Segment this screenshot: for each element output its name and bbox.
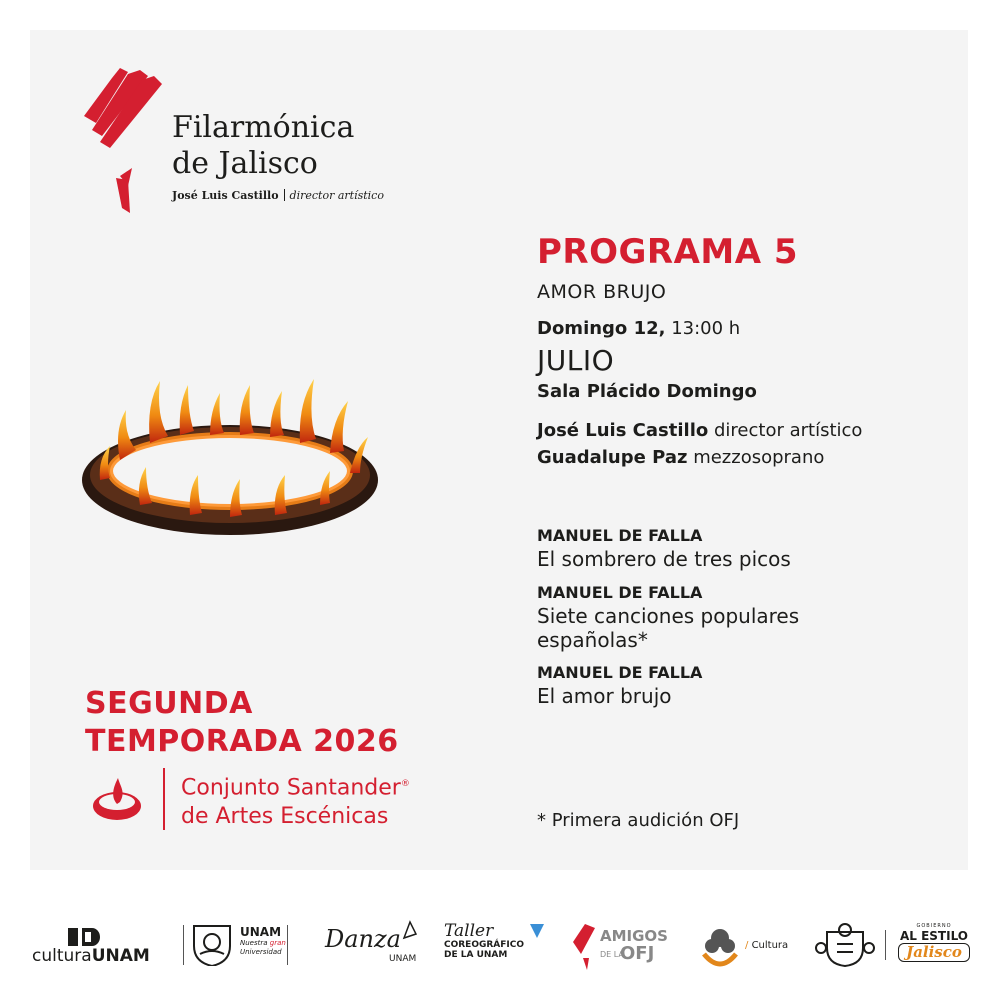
- program-date: [537, 318, 740, 339]
- repertoire-item: [537, 525, 791, 571]
- performer-role: director artístico: [713, 420, 863, 441]
- unam-sub3: Universidad: [240, 948, 282, 956]
- danza-unam-logo: [325, 925, 417, 964]
- program-time: 13:00 h: [671, 318, 741, 339]
- taller-line2: DE LA UNAM: [444, 950, 508, 960]
- footer-divider: [885, 930, 886, 960]
- brand-director-role: director artístico: [289, 189, 384, 202]
- footer-divider: [183, 925, 184, 965]
- taller-coreografico-logo: [444, 922, 524, 960]
- performer-name: Guadalupe Paz: [537, 447, 688, 468]
- danza-script: Danza: [325, 925, 401, 953]
- santander-flame-icon: [92, 776, 142, 822]
- taller-star-icon: [530, 924, 544, 938]
- cultura-jalisco-icon: [700, 924, 740, 968]
- performers-list: [537, 417, 862, 471]
- unam-logo: [240, 926, 286, 957]
- amigos-line2: [600, 945, 668, 963]
- performer-name: José Luis Castillo: [537, 420, 709, 441]
- cultura-unam-b: UNAM: [91, 946, 150, 966]
- repertoire-work-line1: Siete canciones populares: [537, 604, 800, 628]
- repertoire-composer: MANUEL DE FALLA: [537, 663, 703, 682]
- danza-sub: UNAM: [389, 954, 417, 964]
- repertoire-item: [537, 662, 702, 708]
- season-line2: TEMPORADA 2026: [85, 724, 399, 759]
- unam-sub2: gran: [269, 939, 286, 947]
- repertoire-work-line2: españolas*: [537, 628, 648, 652]
- brand-name-line1: Filarmónica: [172, 110, 355, 145]
- jalisco-line2: Jalisco: [898, 943, 970, 962]
- sponsor-line2: de Artes Escénicas: [181, 804, 389, 830]
- sponsor-line1-wrap: [181, 770, 410, 802]
- cultura-label: / Cultura: [745, 940, 789, 951]
- sponsor-registered: ®: [400, 779, 410, 789]
- amigos-flame-icon: [573, 924, 597, 970]
- footer-logos: [0, 910, 1000, 980]
- brand-name: [172, 110, 354, 182]
- program-venue: Sala Plácido Domingo: [537, 381, 757, 402]
- amigos-ofj-logo: [600, 928, 668, 963]
- repertoire-composer: MANUEL DE FALLA: [537, 583, 703, 602]
- unam-title: UNAM: [240, 925, 282, 939]
- repertoire-composer: MANUEL DE FALLA: [537, 526, 703, 545]
- program-day: Domingo 12,: [537, 318, 666, 339]
- unam-tagline: [240, 939, 286, 957]
- sponsor-divider: [163, 768, 165, 830]
- amigos-line2b: OFJ: [620, 943, 655, 964]
- premiere-note: * Primera audición OFJ: [537, 810, 740, 831]
- cultura-unam-text: [32, 946, 150, 966]
- cultura-unam-icon: [68, 928, 104, 946]
- jalisco-coat-of-arms-icon: [815, 922, 875, 968]
- performer-item: [537, 417, 862, 444]
- fire-ring-image: [80, 355, 380, 550]
- taller-script: Taller: [444, 921, 494, 941]
- amigos-line2a: DE LA: [600, 949, 624, 959]
- sponsor-name: [181, 770, 410, 831]
- brand-director: [172, 189, 384, 202]
- danza-dancer-icon: [402, 920, 418, 940]
- unam-sub1: Nuestra: [240, 939, 268, 947]
- program-subtitle: AMOR BRUJO: [537, 281, 667, 303]
- brand-name-line2: de Jalisco: [172, 146, 318, 181]
- unam-crest-icon: [192, 924, 232, 966]
- gobierno-jalisco-logo: [898, 922, 970, 962]
- program-month: JULIO: [537, 344, 615, 377]
- repertoire-item: [537, 582, 799, 652]
- sponsor-line1: Conjunto Santander: [181, 775, 401, 801]
- program-title: PROGRAMA 5: [537, 232, 799, 272]
- season-line1: SEGUNDA: [85, 686, 253, 721]
- brand-director-name: José Luis Castillo: [172, 189, 279, 202]
- cultura-text: Cultura: [751, 940, 789, 951]
- performer-role: mezzosoprano: [693, 447, 825, 468]
- performer-item: [537, 444, 862, 471]
- amigos-line1: AMIGOS: [600, 927, 668, 945]
- jalisco-top: GOBIERNO: [916, 923, 952, 929]
- season-title: [85, 685, 399, 761]
- jalisco-line1: AL ESTILO: [899, 929, 969, 943]
- filarmonica-logo-icon: [84, 68, 164, 213]
- footer-divider: [287, 925, 288, 965]
- repertoire-work: El sombrero de tres picos: [537, 547, 791, 571]
- taller-line1: COREOGRÁFICO: [444, 940, 525, 950]
- cultura-unam-a: cultura: [32, 946, 92, 966]
- brand-separator: [284, 189, 285, 201]
- repertoire-work: El amor brujo: [537, 684, 672, 708]
